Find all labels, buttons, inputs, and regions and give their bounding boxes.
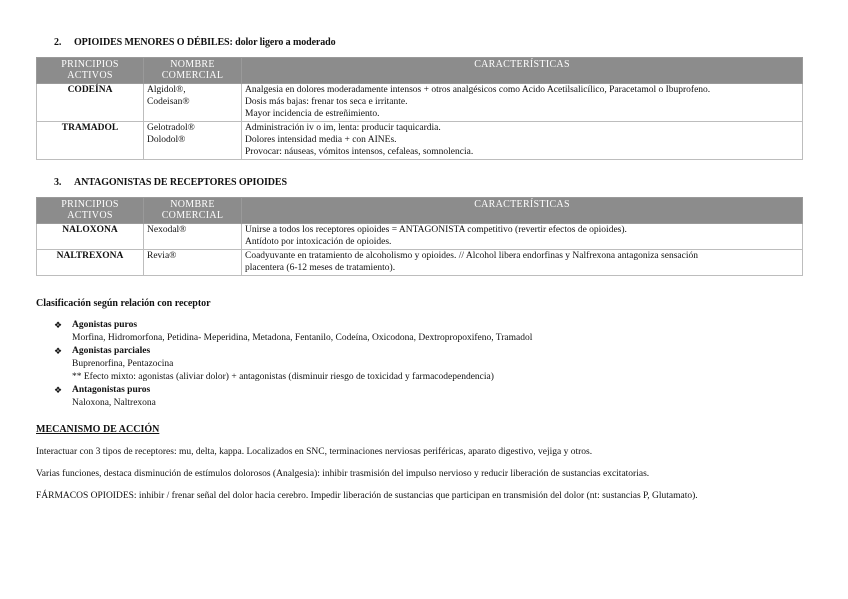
list-item-agonistas-parciales xyxy=(54,345,532,384)
header-caracteristicas: CARACTERÍSTICAS xyxy=(242,198,803,224)
list-item-text: Naloxona, Naltrexona xyxy=(72,398,156,408)
features xyxy=(242,122,803,160)
feature-line: Mayor incidencia de estreñimiento. xyxy=(245,109,380,119)
antagonistas-table xyxy=(36,197,803,276)
mechanism-paragraph: FÁRMACOS OPIOIDES: inhibir / frenar señal del dolor hacia cerebro. Impedir liberación de sustancias que participan en transmisión del dolor (nt: sustancias P, Glutamato). xyxy=(36,491,698,501)
opioides-menores-table xyxy=(36,57,803,160)
list-item-text: Morfina, Hidromorfona, Petidina- Meperidina, Metadona, Fentanilo, Codeína, Oxicodona, Dextropropoxifeno, Tramadol xyxy=(72,333,533,343)
section-3-number: 3. xyxy=(54,177,62,188)
commercial-name: Nexodal® xyxy=(147,225,187,235)
list-item-agonistas-puros xyxy=(54,319,532,345)
diamond-bullet-icon: ❖ xyxy=(54,385,63,395)
feature-line: Unirse a todos los receptores opioides = ANTAGONISTA competitivo (revertir efectos de opioides). xyxy=(245,225,627,235)
header-nombre-comercial: NOMBRE COMERCIAL xyxy=(144,58,242,84)
mechanism-paragraph: Varias funciones, destaca disminución de estímulos dolorosos (Analgesia): inhibir trasmisión del impulso nervioso y reducir liberación de sustancias excitatorias. xyxy=(36,469,650,479)
diamond-bullet-icon: ❖ xyxy=(54,320,63,330)
section-2-title xyxy=(54,37,336,48)
diamond-bullet-icon: ❖ xyxy=(54,346,63,356)
classification-title: Clasificación según relación con receptor xyxy=(36,298,211,309)
active-ingredient: TRAMADOL xyxy=(37,122,144,160)
feature-line: Provocar: náuseas, vómitos intensos, cefaleas, somnolencia. xyxy=(245,147,474,157)
feature-line: Dosis más bajas: frenar tos seca e irritante. xyxy=(245,97,408,107)
features xyxy=(242,250,803,276)
commercial-name: Codeisan® xyxy=(147,97,190,107)
section-2-number: 2. xyxy=(54,37,62,48)
classification-list xyxy=(54,319,532,410)
commercial-name: Dolodol® xyxy=(147,135,186,145)
table-row-tramadol xyxy=(37,122,803,160)
commercial-names xyxy=(144,84,242,122)
active-ingredient: NALOXONA xyxy=(37,224,144,250)
commercial-name: Algidol®, xyxy=(147,85,186,95)
commercial-name: Gelotradol® xyxy=(147,123,195,133)
list-item-label: Agonistas puros xyxy=(72,320,138,330)
mechanism-paragraph: Interactuar con 3 tipos de receptores: mu, delta, kappa. Localizados en SNC, terminaciones nerviosas periféricas, aparato digestivo, vejiga y otros. xyxy=(36,447,593,457)
list-item-label: Agonistas parciales xyxy=(72,346,151,356)
table-row-naltrexona xyxy=(37,250,803,276)
feature-line: placentera (6-12 meses de tratamiento). xyxy=(245,263,396,273)
table-row-codeina xyxy=(37,84,803,122)
commercial-names xyxy=(144,250,242,276)
section-2-title-text: OPIOIDES MENORES O DÉBILES: dolor ligero a moderado xyxy=(74,37,336,48)
feature-line: Administración iv o im, lenta: producir taquicardia. xyxy=(245,123,441,133)
header-principios-activos: PRINCIPIOS ACTIVOS xyxy=(37,198,144,224)
features xyxy=(242,84,803,122)
features xyxy=(242,224,803,250)
commercial-name: Revia® xyxy=(147,251,177,261)
list-item-text: Buprenorfina, Pentazocina xyxy=(72,359,174,369)
list-item-antagonistas-puros xyxy=(54,384,532,410)
feature-line: Coadyuvante en tratamiento de alcoholismo y opioides. // Alcohol libera endorfinas y Nalfrexona antagoniza sensación xyxy=(245,251,698,261)
header-principios-activos: PRINCIPIOS ACTIVOS xyxy=(37,58,144,84)
section-3-title xyxy=(54,177,287,188)
commercial-names xyxy=(144,224,242,250)
active-ingredient: CODEÍNA xyxy=(37,84,144,122)
feature-line: Dolores intensidad media + con AINEs. xyxy=(245,135,397,145)
feature-line: Antídoto por intoxicación de opioides. xyxy=(245,237,392,247)
list-item-text: ** Efecto mixto: agonistas (aliviar dolor) + antagonistas (disminuir riesgo de toxicidad y farmacodependencia) xyxy=(72,372,494,382)
table-row-naloxona xyxy=(37,224,803,250)
section-3-title-text: ANTAGONISTAS DE RECEPTORES OPIOIDES xyxy=(74,177,287,188)
mechanism-title: MECANISMO DE ACCIÓN xyxy=(36,424,160,435)
commercial-names xyxy=(144,122,242,160)
header-nombre-comercial: NOMBRE COMERCIAL xyxy=(144,198,242,224)
header-caracteristicas: CARACTERÍSTICAS xyxy=(242,58,803,84)
feature-line: Analgesia en dolores moderadamente intensos + otros analgésicos como Acido Acetilsalicílico, Paracetamol o Ibuprofeno. xyxy=(245,85,711,95)
list-item-label: Antagonistas puros xyxy=(72,385,151,395)
active-ingredient: NALTREXONA xyxy=(37,250,144,276)
